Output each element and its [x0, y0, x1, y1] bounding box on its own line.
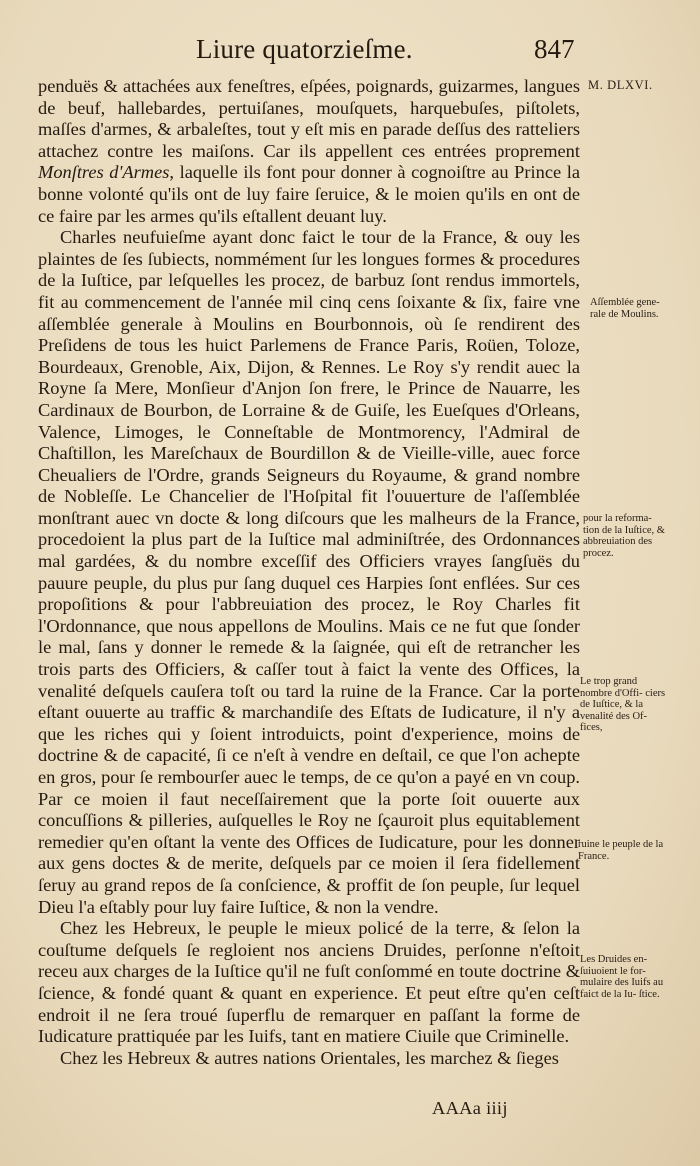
paragraph-1-end: , laquelle ils font pour donner à cognoiſtre au Prince la bonne volonté qu'ils ont de luy faire ſeruice, & le moien qu'ils en ont de ce faire par les armes qu'ils eſtallent deuant luy.	[38, 162, 580, 226]
signature-mark: AAAa iiij	[432, 1098, 508, 1118]
page-number: 847	[534, 34, 575, 64]
paragraph-2: Charles neufuieſme ayant donc faict le tour de la France, & ouy les plaintes de ſes ſubiects, nommément ſur les longues formes & procedures de la Iuſtice, par leſquelles les procez, de barbuz ſont rendus immortels, fit au commencement de l'année mil cinq cens ſoixante & ſix, faire vne aſſemblée generale à Moulins en Bourbonnois, où ſe rendirent des Preſidens de tous les huict Parlemens de France Paris, Roüen, Toloze, Bourdeaux, Grenoble, Aix, Dijon, & Rennes. Le Roy s'y rendit auec la Royne ſa Mere, Monſieur d'Anjon ſon frere, le Prince de Nauarre, les Cardinaux de Bourbon, de Lorraine & de Guiſe, les Eueſques d'Orleans, Valence, Limoges, le Conneſtable de Montmorency, l'Admiral de Chaſtillon, les Mareſchaux de Bourdillon & de Vieille-ville, auec force Cheualiers de l'Ordre, grands Seigneurs du Royaume, & grand nombre de Nobleſſe. Le Chancelier de l'Hoſpital fit l'ouuerture de l'aſſemblée monſtrant auec vn docte & long diſcours que les malheurs de la France, procedoient la plus part de la Iuſtice mal adminiſtrée, des Ordonnances mal gardées, & du nombre exceſſif des Officiers vrayes ſangſuës du pauure peuple, du plus pur ſang duquel ces Harpies ſont enflées. Sur ces propoſitions & pour l'abbreuiation des procez, le Roy Charles fit l'Ordonnance, que nous appellons de Moulins. Mais ce ne fut que ſonder le mal, ſans y donner le remede & la ſaignée, qui eſt de retrancher les trois parts des Officiers, & caſſer tout à faict la vente des Offices, la venalité deſquels cauſera toſt ou tard la ruine de la France. Car la porte eſtant ouuerte au traffic & marchandiſe des Eſtats de Iudicature, il n'y a que les riches qui y ſoient introduicts, point d'experience, moins de doctrine & de capacité, ſi ce n'eſt à vendre en deſtail, ce que l'on achepte en gros, pour ſe rembourſer auec le temps, de ce qu'on a payé en vn coup. Par ce moien il faut neceſſairement que la porte ſoit ouuerte aux concuſſions & pilleries, auſquelles le Roy ne ſçauroit plus equitablement remedier qu'en oſtant la vente des Offices de Iudicature, pour les donner aux gens doctes & de merite, deſquels par ce moien il ſera fidellement ſeruy au grand repos de ſa conſcience, & proffit de ſon peuple, ſur lequel Dieu l'a eſtably pour luy faire Iuſtice, & non la vendre.	[38, 227, 580, 917]
margin-note-reformation: pour la reforma- tion de la Iuſtice, & abbreuiation des procez.	[583, 513, 665, 559]
main-text-column	[38, 76, 580, 1069]
paragraph-3: Chez les Hebreux, le peuple le mieux policé de la terre, & ſelon la couſtume deſquels ſe regloient nos anciens Druides, perſonne n'eſtoit receu aux charges de la Iuſtice qu'il ne fuſt conſommé en toute doctrine & ſcience, & fondé quant & quant en experience. Et peut eſtre qu'en ceſt endroit il ne ſera troué ſuperflu de remarquer en paſſant la forme de Iudicature prattiquée par les Iuifs, tant en matiere Ciuile que Criminelle.	[38, 918, 580, 1047]
italic-term: Monſtres d'Armes	[38, 162, 170, 183]
margin-note-officiers: Le trop grand nombre d'Offi- ciers de Iuſtice, & la venalité des Of- fices,	[580, 676, 666, 733]
paragraph-1	[38, 76, 580, 227]
margin-note-druides: Les Druides en- ſuiuoient le for- mulaire des Iuifs au faict de la Iu- ſtice.	[580, 954, 664, 1000]
margin-year: M. DLXVI.	[588, 78, 653, 92]
margin-note-assemblee: Aſſemblée gene- rale de Moulins.	[590, 297, 660, 320]
paragraph-4: Chez les Hebreux & autres nations Orientales, les marchez & ſieges	[60, 1047, 559, 1068]
running-title: Liure quatorzieſme.	[196, 34, 413, 64]
paragraph-1-start: penduës & attachées aux feneſtres, eſpées, poignards, guizarmes, langues de beuf, hallebardes, pertuiſanes, mouſquets, harquebuſes, piſtolets, maſſes d'armes, & arbaleſtes, tout y eſt mis en parade deſſus des ratteliers attachez contre les maiſons. Car ils appellent ces entrées proprement	[38, 76, 580, 161]
margin-note-ruine: ruine le peuple de la France.	[578, 839, 664, 862]
page-header	[0, 30, 700, 70]
